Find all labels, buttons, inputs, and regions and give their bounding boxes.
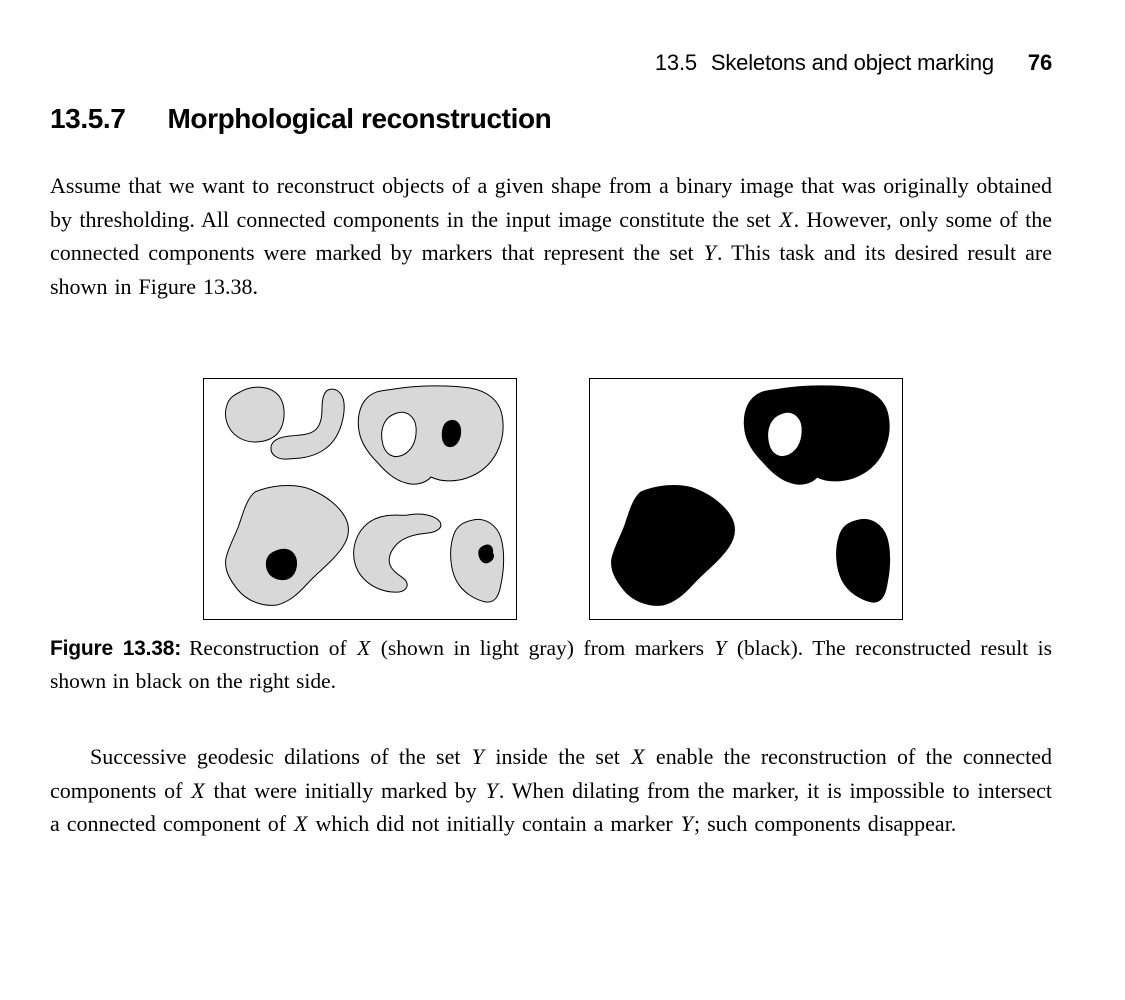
paragraph-intro: Assume that we want to reconstruct objects of a given shape from a binary image that was originally obtained by thresholding. All connected components in the input image constitute the set X. However, only some of the connected components were marked by markers that represent the set Y. This task and its desired result are shown in Figure 13.38. bbox=[50, 173, 1052, 299]
gray-blob-c-shape bbox=[354, 514, 441, 592]
figure-13-38 bbox=[203, 378, 903, 620]
section-heading bbox=[50, 103, 1052, 135]
gray-blob-bottom-right bbox=[451, 519, 504, 602]
figure-caption-label: Figure 13.38: bbox=[50, 637, 182, 660]
figure-panel-input-with-markers bbox=[203, 378, 517, 620]
running-head-section-number: 13.5 bbox=[654, 50, 697, 75]
gray-blob-large-bottom-left bbox=[226, 486, 349, 606]
black-blob-large-bottom-left bbox=[612, 486, 735, 606]
black-blob-large-top-right bbox=[744, 386, 889, 484]
black-blob-bottom-right bbox=[837, 519, 890, 602]
section-heading-number: 13.5.7 bbox=[50, 103, 126, 134]
figure-caption bbox=[50, 632, 1052, 698]
figure-caption-text: Reconstruction of X (shown in light gray) from markers Y (black). The reconstructed result is shown in black on the right side. bbox=[50, 636, 1052, 693]
running-head bbox=[50, 50, 1052, 76]
running-head-section-title: Skeletons and object marking bbox=[710, 50, 994, 75]
section-heading-title: Morphological reconstruction bbox=[167, 103, 552, 134]
page-number: 76 bbox=[1027, 50, 1052, 75]
paragraph-geodesic-dilations: Successive geodesic dilations of the set Y inside the set X enable the reconstruction of the connected components of X that were initially marked by Y. When dilating from the marker, it is impossible to intersect a connected component of X which did not initially contain a marker Y; such components disappear. bbox=[50, 744, 1052, 836]
gray-blob-large-top-right bbox=[358, 386, 503, 484]
figure-panel-reconstructed-result bbox=[589, 378, 903, 620]
gray-blob-top-left bbox=[225, 387, 284, 442]
